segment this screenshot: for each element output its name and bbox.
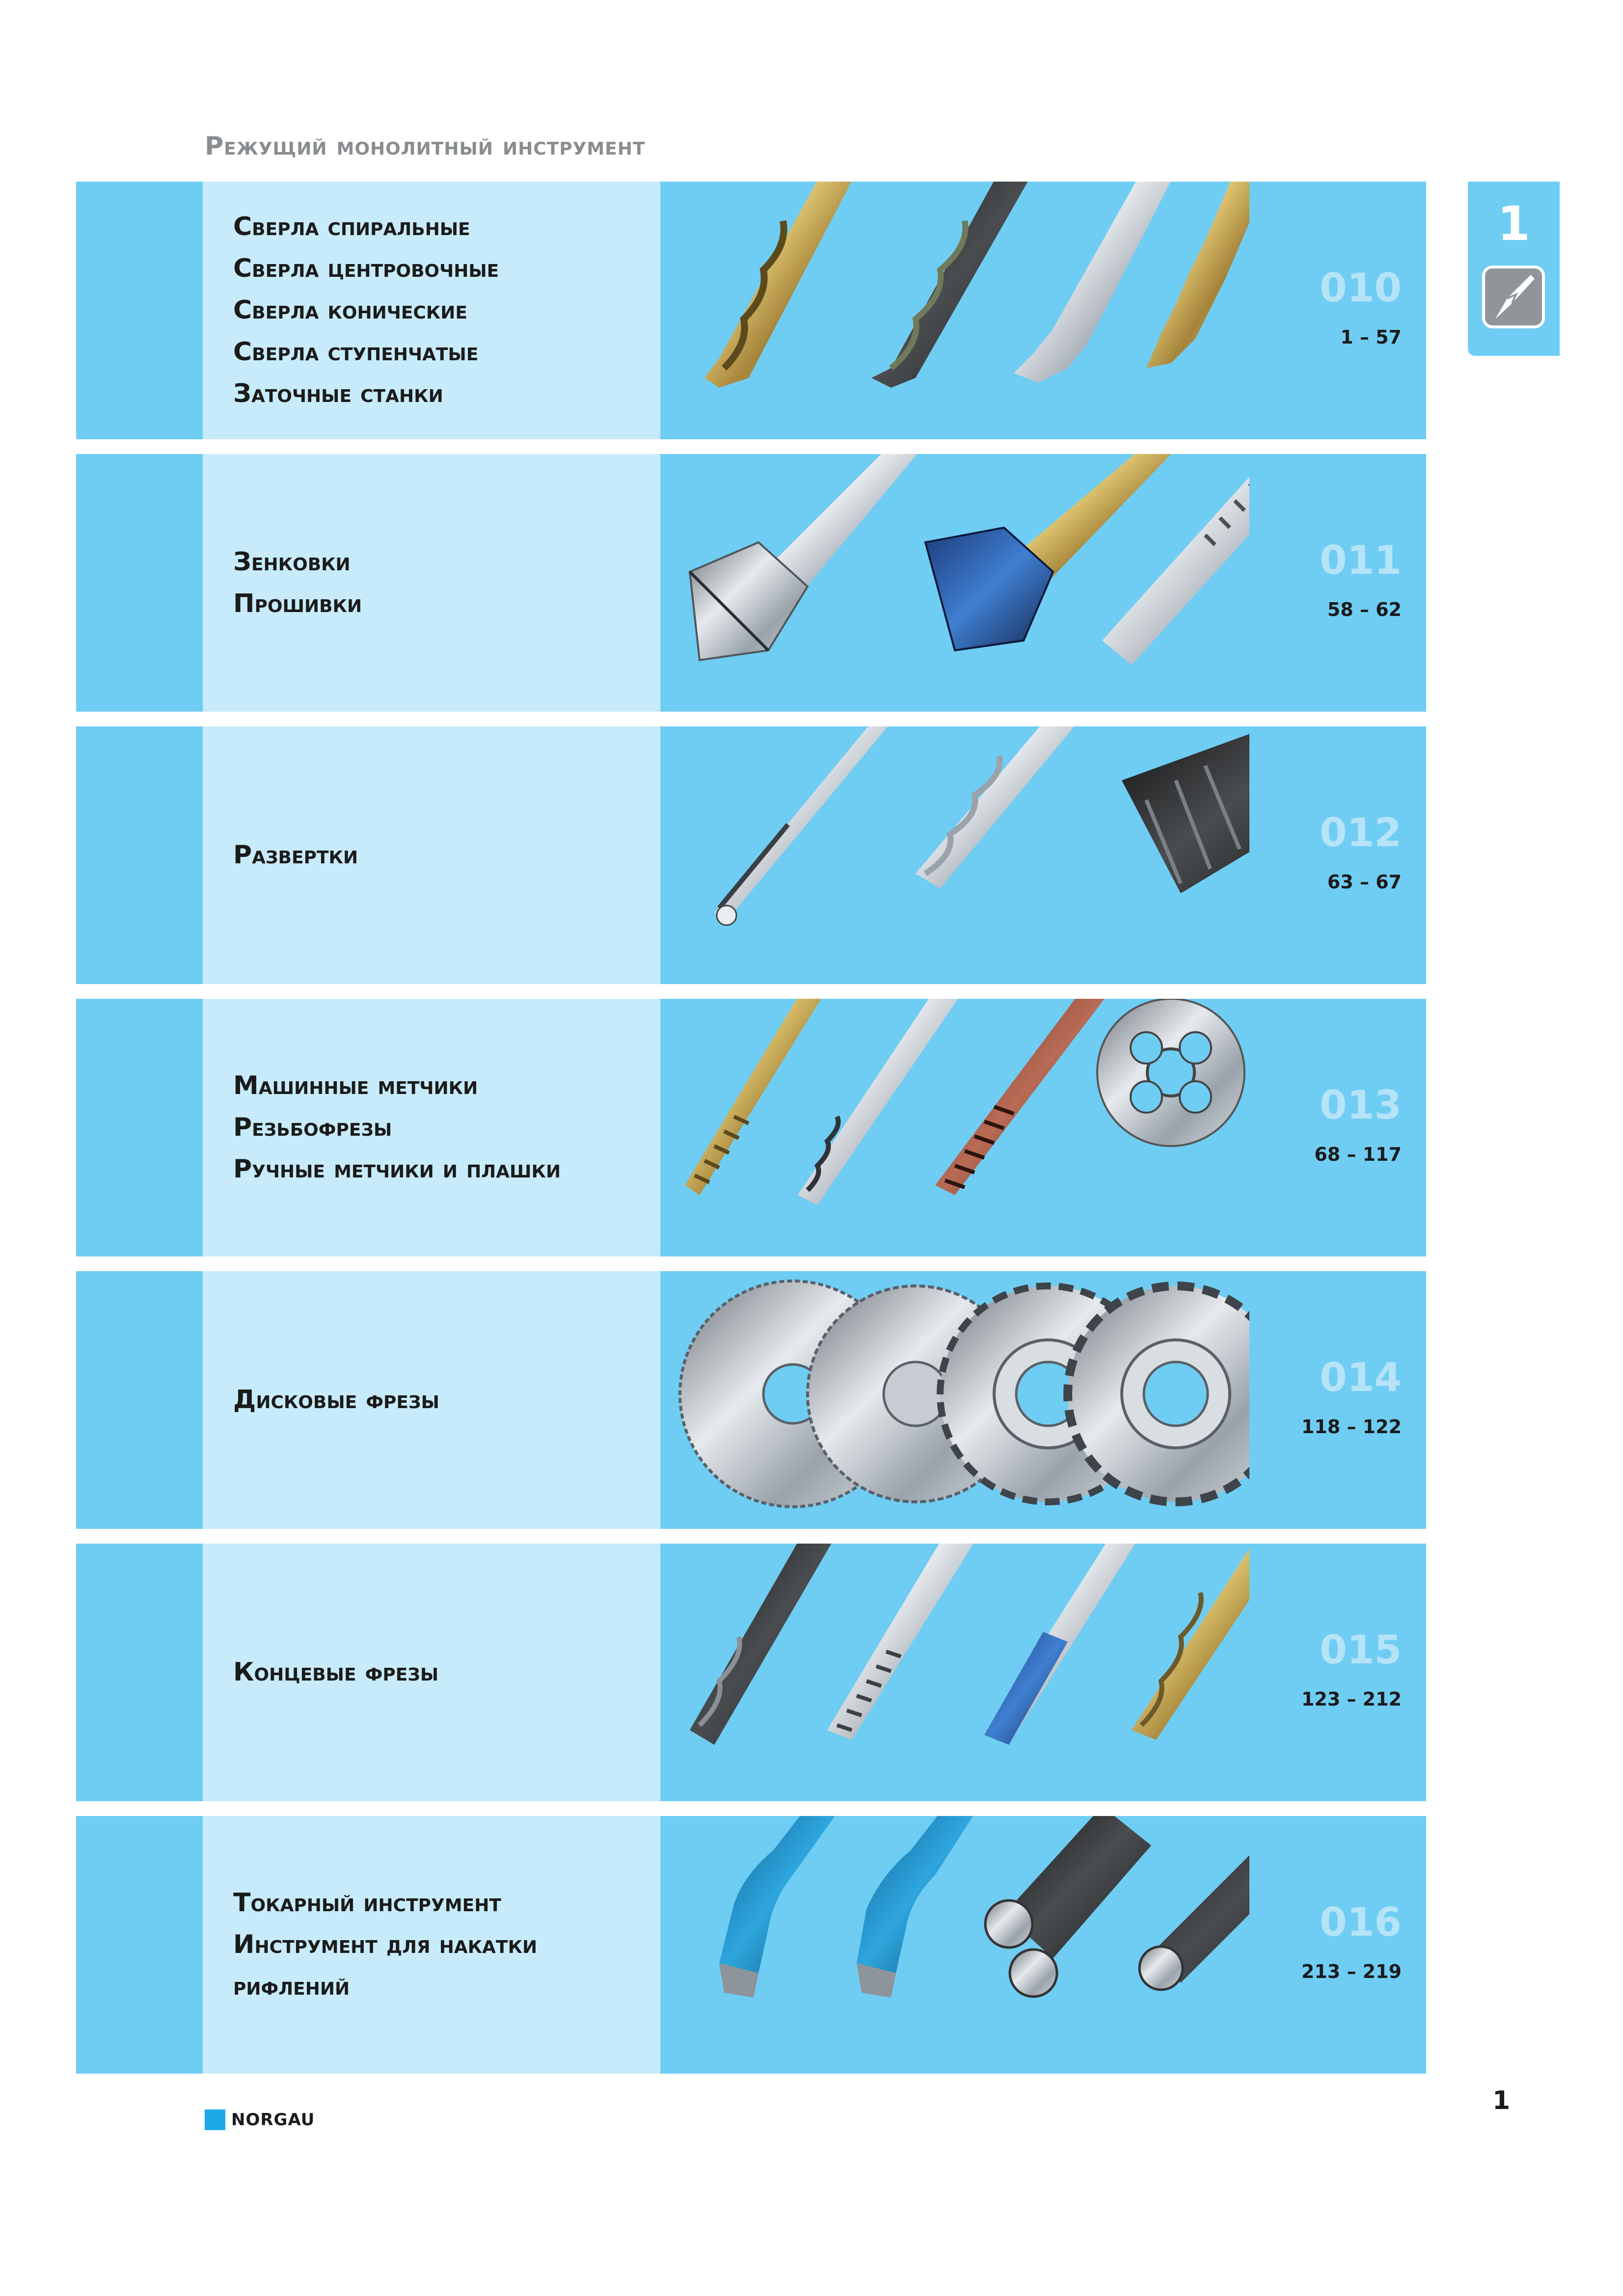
section-code: 012 xyxy=(1320,810,1402,855)
section-accent xyxy=(76,1271,203,1529)
item-label[interactable]: Прошивки xyxy=(233,588,362,618)
gold-end-mill xyxy=(1132,1544,1249,1740)
item-label[interactable]: Дисковые фрезы xyxy=(233,1385,439,1415)
chapter-number: 1 xyxy=(1497,196,1530,251)
page-range: 118 – 122 xyxy=(1301,1416,1402,1438)
item-label[interactable]: Сверла ступенчатые xyxy=(233,337,479,367)
section-code: 010 xyxy=(1320,265,1402,311)
section-code: 015 xyxy=(1320,1627,1402,1673)
section-images xyxy=(660,454,1426,712)
logo-square-icon xyxy=(205,2109,225,2130)
item-label[interactable]: Концевые фрезы xyxy=(233,1657,439,1687)
page-range: 123 – 212 xyxy=(1301,1688,1402,1710)
item-label[interactable]: Развертки xyxy=(233,840,358,870)
section-012[interactable] xyxy=(76,726,1426,984)
countersink xyxy=(690,454,925,660)
page-range: 63 – 67 xyxy=(1327,871,1402,893)
item-label[interactable]: рифлений xyxy=(233,1972,350,2001)
item-label[interactable]: Сверла спиральные xyxy=(233,212,470,241)
page-range: 68 – 117 xyxy=(1314,1144,1402,1165)
page-title: Режущий монолитный инструмент xyxy=(205,132,646,161)
item-label[interactable]: Сверла конические xyxy=(233,295,467,325)
section-images xyxy=(660,182,1426,439)
section-accent xyxy=(76,454,203,712)
spiral-reamer xyxy=(916,726,1082,888)
section-code: 014 xyxy=(1320,1355,1402,1400)
page-number: 1 xyxy=(1492,2086,1511,2115)
item-label[interactable]: Инструмент для накатки xyxy=(233,1930,538,1959)
section-013[interactable] xyxy=(76,999,1426,1256)
knurling-tool-single xyxy=(1139,1816,1249,1990)
section-010[interactable] xyxy=(76,182,1426,439)
black-end-mill xyxy=(690,1544,837,1745)
item-label[interactable]: Сверла центровочные xyxy=(233,254,499,283)
item-label[interactable]: Резьбофрезы xyxy=(233,1113,392,1142)
section-code: 011 xyxy=(1320,537,1402,583)
chapter-tab[interactable] xyxy=(1468,182,1560,356)
staggered-cutter xyxy=(1068,1286,1249,1502)
turning-tool-2 xyxy=(857,1816,979,1998)
section-images xyxy=(660,999,1426,1256)
black-twist-drill xyxy=(871,182,1033,388)
section-items xyxy=(203,1544,660,1801)
brand-name: NORGAU xyxy=(231,2110,315,2130)
section-accent xyxy=(76,726,203,984)
shell-reamer xyxy=(1122,726,1249,893)
round-die xyxy=(1097,999,1244,1146)
section-accent xyxy=(76,1544,203,1801)
item-label[interactable]: Зенковки xyxy=(233,547,351,577)
section-016[interactable] xyxy=(76,1816,1426,2074)
turning-tool-1 xyxy=(719,1816,842,1998)
page-range: 213 – 219 xyxy=(1301,1961,1402,1982)
section-accent xyxy=(76,182,203,439)
section-items xyxy=(203,182,660,439)
section-images xyxy=(660,726,1426,984)
section-items xyxy=(203,454,660,712)
coated-tap xyxy=(935,999,1112,1195)
section-code: 013 xyxy=(1320,1082,1402,1128)
centering-drill xyxy=(1014,182,1176,383)
item-label[interactable]: Заточные станки xyxy=(233,379,443,408)
knurling-tool-double xyxy=(985,1816,1151,1997)
section-images xyxy=(660,1816,1426,2074)
machine-tap xyxy=(685,999,827,1195)
item-label[interactable]: Токарный инструмент xyxy=(233,1888,501,1918)
section-code: 016 xyxy=(1320,1899,1402,1945)
section-images xyxy=(660,1271,1426,1529)
page-range: 1 – 57 xyxy=(1340,326,1402,348)
page-range: 58 – 62 xyxy=(1327,599,1402,620)
step-drill xyxy=(1146,182,1249,368)
brand-logo[interactable] xyxy=(205,2109,315,2130)
section-items xyxy=(203,1816,660,2074)
item-label[interactable]: Ручные метчики и плашки xyxy=(233,1154,561,1184)
section-items xyxy=(203,1271,660,1529)
section-011[interactable] xyxy=(76,454,1426,712)
thread-mill xyxy=(798,999,965,1205)
straight-reamer xyxy=(714,726,896,925)
gold-twist-drill xyxy=(704,182,857,388)
item-label[interactable]: Машинные метчики xyxy=(233,1071,478,1100)
section-accent xyxy=(76,999,203,1256)
blue-end-mill xyxy=(984,1544,1141,1745)
section-015[interactable] xyxy=(76,1544,1426,1801)
section-accent xyxy=(76,1816,203,2074)
section-items xyxy=(203,726,660,984)
drill-bit-icon xyxy=(1482,265,1545,329)
section-items xyxy=(203,999,660,1256)
section-014[interactable] xyxy=(76,1271,1426,1529)
section-images xyxy=(660,1544,1426,1801)
roughing-end-mill xyxy=(827,1544,979,1740)
